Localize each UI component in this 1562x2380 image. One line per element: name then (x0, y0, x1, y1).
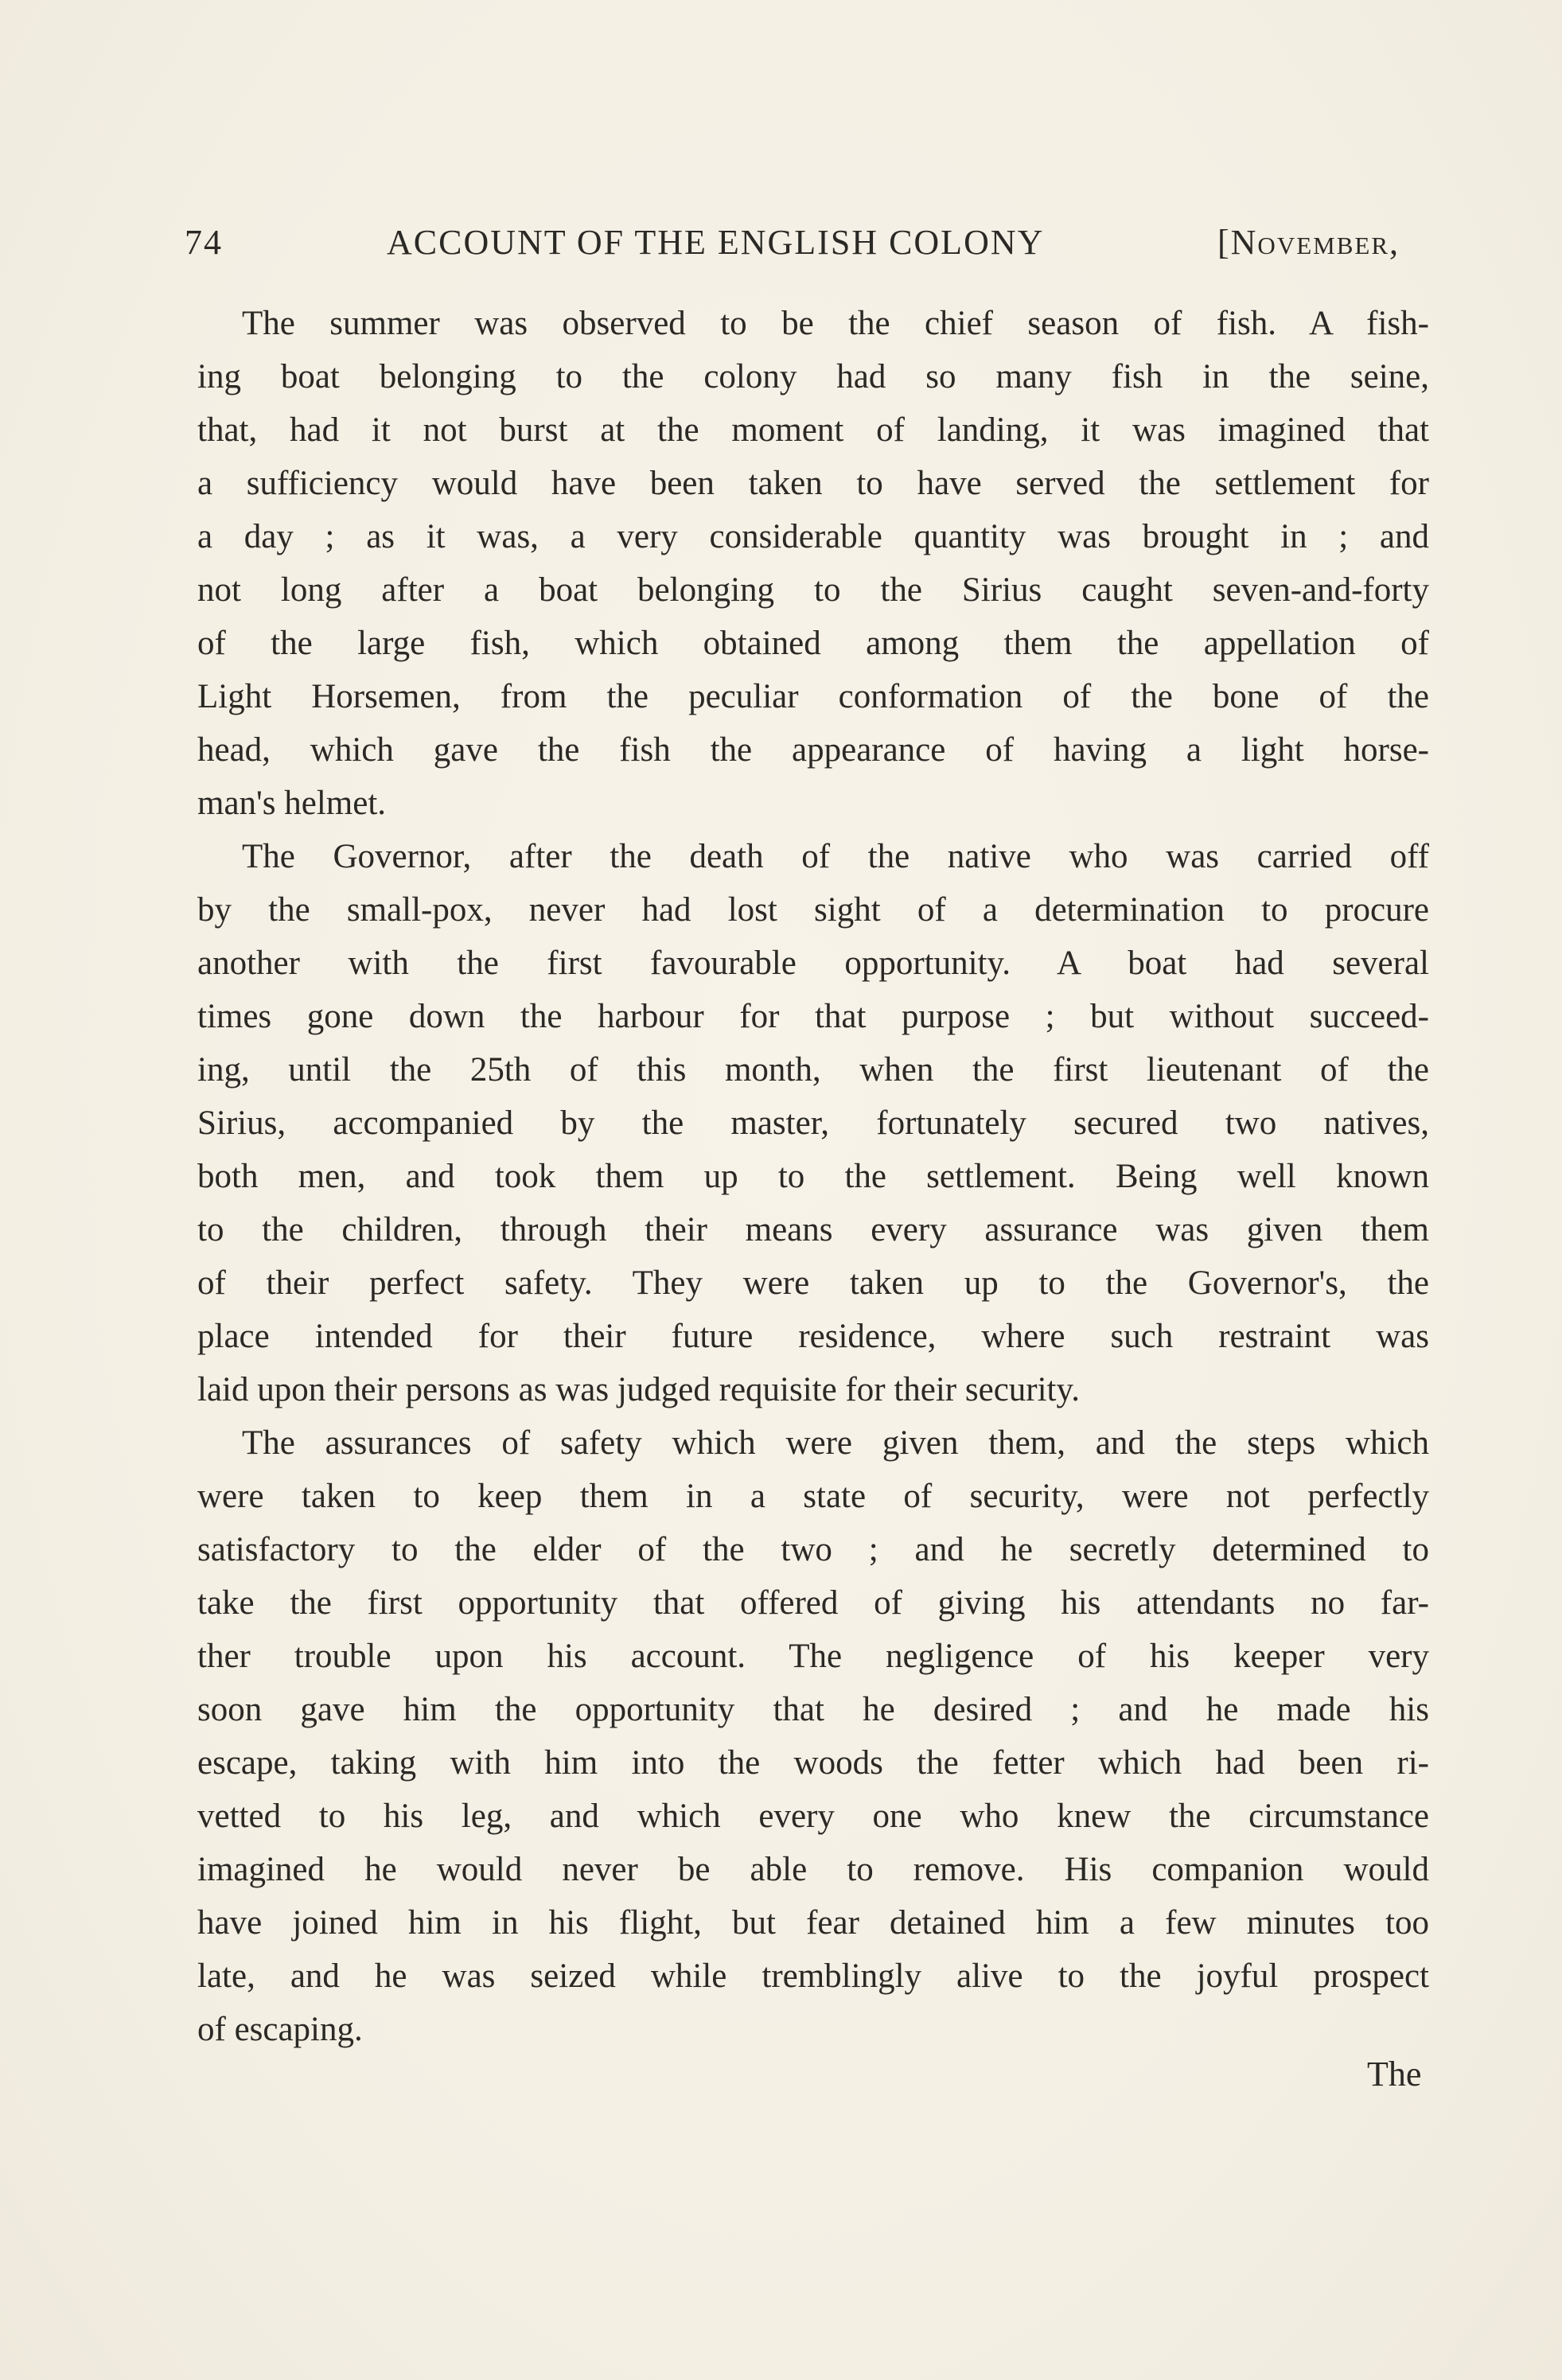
text-line: both men, and took them up to the settlement. Being well known (197, 1158, 1429, 1195)
text-line: vetted to his leg, and which every one who knew the circumstance (197, 1798, 1429, 1835)
text-line: The summer was observed to be the chief season of fish. A fish- (242, 305, 1429, 342)
text-line: a sufficiency would have been taken to have served the settlement for (197, 465, 1429, 502)
paragraph-2 (197, 830, 1429, 1416)
text-line: The Governor, after the death of the native who was carried off (242, 838, 1429, 875)
text-line: head, which gave the fish the appearance of having a light horse- (197, 731, 1429, 769)
text-line: soon gave him the opportunity that he desired ; and he made his (197, 1691, 1429, 1728)
paragraph-3 (197, 1416, 1429, 2056)
text-line: ing, until the 25th of this month, when the first lieutenant of the (197, 1051, 1429, 1089)
text-line: imagined he would never be able to remove. His companion would (197, 1851, 1429, 1888)
text-line: not long after a boat belonging to the Sirius caught seven-and-forty (197, 571, 1429, 609)
text-line: were taken to keep them in a state of security, were not perfectly (197, 1478, 1429, 1515)
text-line: place intended for their future residence, where such restraint was (197, 1318, 1429, 1355)
text-line: Sirius, accompanied by the master, fortunately secured two natives, (197, 1104, 1429, 1142)
page-number: 74 (185, 223, 223, 262)
text-line: a day ; as it was, a very considerable quantity was brought in ; and (197, 518, 1429, 555)
text-line: another with the first favourable opportunity. A boat had several (197, 945, 1429, 982)
text-line: late, and he was seized while tremblingly alive to the joyful prospect (197, 1957, 1429, 1995)
text-line: to the children, through their means every assurance was given them (197, 1211, 1429, 1248)
text-line: escape, taking with him into the woods the fetter which had been ri- (197, 1744, 1429, 1782)
text-line: of escaping. (197, 2011, 363, 2048)
catchword: The (1367, 2055, 1422, 2094)
text-line: man's helmet. (197, 785, 387, 822)
text-line: ing boat belonging to the colony had so many fish in the seine, (197, 358, 1429, 395)
text-line: of their perfect safety. They were taken up to the Governor's, the (197, 1264, 1429, 1302)
text-line: of the large fish, which obtained among them the appellation of (197, 625, 1429, 662)
text-line: that, had it not burst at the moment of landing, it was imagined that (197, 411, 1429, 449)
body-text (197, 297, 1429, 2056)
paragraph-1 (197, 297, 1429, 830)
text-line: laid upon their persons as was judged requisite for their security. (197, 1371, 1080, 1408)
text-line: times gone down the harbour for that purpose ; but without succeed- (197, 998, 1429, 1035)
text-line: satisfactory to the elder of the two ; and he secretly determined to (197, 1531, 1429, 1568)
running-head (185, 215, 1458, 271)
text-line: The assurances of safety which were given them, and the steps which (242, 1424, 1429, 1462)
text-line: ther trouble upon his account. The negligence of his keeper very (197, 1638, 1429, 1675)
text-line: Light Horsemen, from the peculiar conformation of the bone of the (197, 678, 1429, 715)
running-title: ACCOUNT OF THE ENGLISH COLONY (387, 223, 1045, 262)
text-line: have joined him in his flight, but fear detained him a few minutes too (197, 1904, 1429, 1942)
text-line: take the first opportunity that offered of giving his attendants no far- (197, 1584, 1429, 1622)
text-line: by the small-pox, never had lost sight of a determination to procure (197, 891, 1429, 929)
running-head-month: [November, (1217, 223, 1400, 262)
